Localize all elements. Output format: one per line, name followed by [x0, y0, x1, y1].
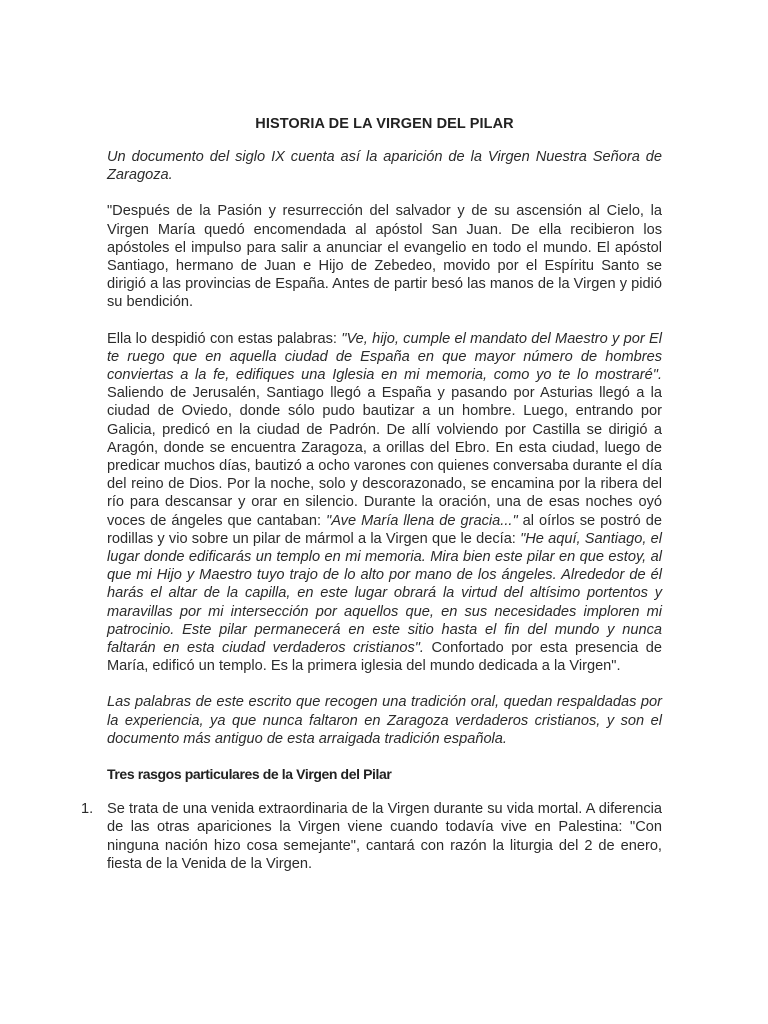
paragraph-1: "Después de la Pasión y resurrección del salvador y de su ascensión al Cielo, la Virgen María quedó encomendada al apóstol San Juan. De ella recibieron los apóstoles el impulso para salir a anunciar el evangelio en todo el mundo. El apóstol Santiago, hermano de Juan e Hijo de Zebedeo, movido por el Espíritu Santo se dirigió a las provincias de España. Antes de partir besó las manos de la Virgen y pidió su bendición.	[107, 203, 662, 311]
paragraph-2-quote-3: "He aquí, Santiago, el lugar donde edificarás un templo en mi memoria. Mira bien este pilar en que estoy, al que mi Hijo y Maestro tuyo trajo de lo alto por mano de los ángeles. Alrededor de él harás el altar de la capilla, en este lugar obrará la virtud del altísimo portentos y maravillas por mi intersección por aquellos que, en sus necesidades imploren mi patrocinio. Este pilar permanecerá en este sitio hasta el fin del mundo y nunca faltarán en esta ciudad verdaderos cristianos".	[107, 530, 663, 657]
paragraph-2-text-2: Saliendo de Jerusalén, Santiago llegó a España y pasando por Asturias llegó a la ciudad de Oviedo, donde sólo pudo bautizar a un hombre. Luego, entrando por Galicia, predicó en la ciudad de Padrón. De allí volviendo por Castilla se dirigió a Aragón, donde se encuentra Zaragoza, a orillas del Ebro. En esta ciudad, luego de predicar muchos días, bautizó a ocho varones con quienes conversaba durante el día del reino de Dios. Por la noche, solo y descorazonado, se encamina por la ribera del río para descansar y orar en silencio. Durante la oración, una de esas noches oyó voces de ángeles que cantaban:	[107, 385, 662, 529]
intro-paragraph: Un documento del siglo IX cuenta así la aparición de la Virgen Nuestra Señora de Zaragoza.	[107, 149, 662, 184]
document-page	[81, 116, 663, 891]
paragraph-2-quote-1: "Ve, hijo, cumple el mandato del Maestro y por El te ruego que en aquella ciudad de España en que mayor número de hombres conviertas a la fe, edifiques una Iglesia en mi memoria, como yo te lo mostraré".	[107, 330, 662, 384]
paragraph-2	[107, 330, 662, 676]
section-subheading: Tres rasgos particulares de la Virgen del Pilar	[107, 766, 392, 783]
list-item	[81, 800, 662, 873]
paragraph-2-text-4: Confortado por esta presencia de María, edificó un templo. Es la primera iglesia del mundo dedicada a la Virgen".	[107, 640, 662, 675]
paragraph-2-text-1: Ella lo despidió con estas palabras:	[107, 330, 342, 347]
list-item-text: Se trata de una venida extraordinaria de la Virgen durante su vida mortal. A diferencia de las otras apariciones la Virgen viene cuando todavía vive en Palestina: "Con ninguna nación hizo cosa semejante", cantará con razón la liturgia del 2 de enero, fiesta de la Venida de la Virgen.	[107, 801, 662, 872]
paragraph-2-quote-2: "Ave María llena de gracia..."	[326, 512, 518, 529]
list-item-number: 1.	[81, 801, 94, 818]
document-title: HISTORIA DE LA VIRGEN DEL PILAR	[255, 116, 514, 132]
paragraph-2-text-3: al oírlos se postró de rodillas y vio sobre un pilar de mármol a la Virgen que le decía:	[107, 512, 662, 547]
paragraph-3: Las palabras de este escrito que recogen una tradición oral, quedan respaldadas por la experiencia, ya que nunca faltaron en Zaragoza verdaderos cristianos, y son el documento más antiguo de esta arraigada tradición española.	[107, 694, 662, 747]
